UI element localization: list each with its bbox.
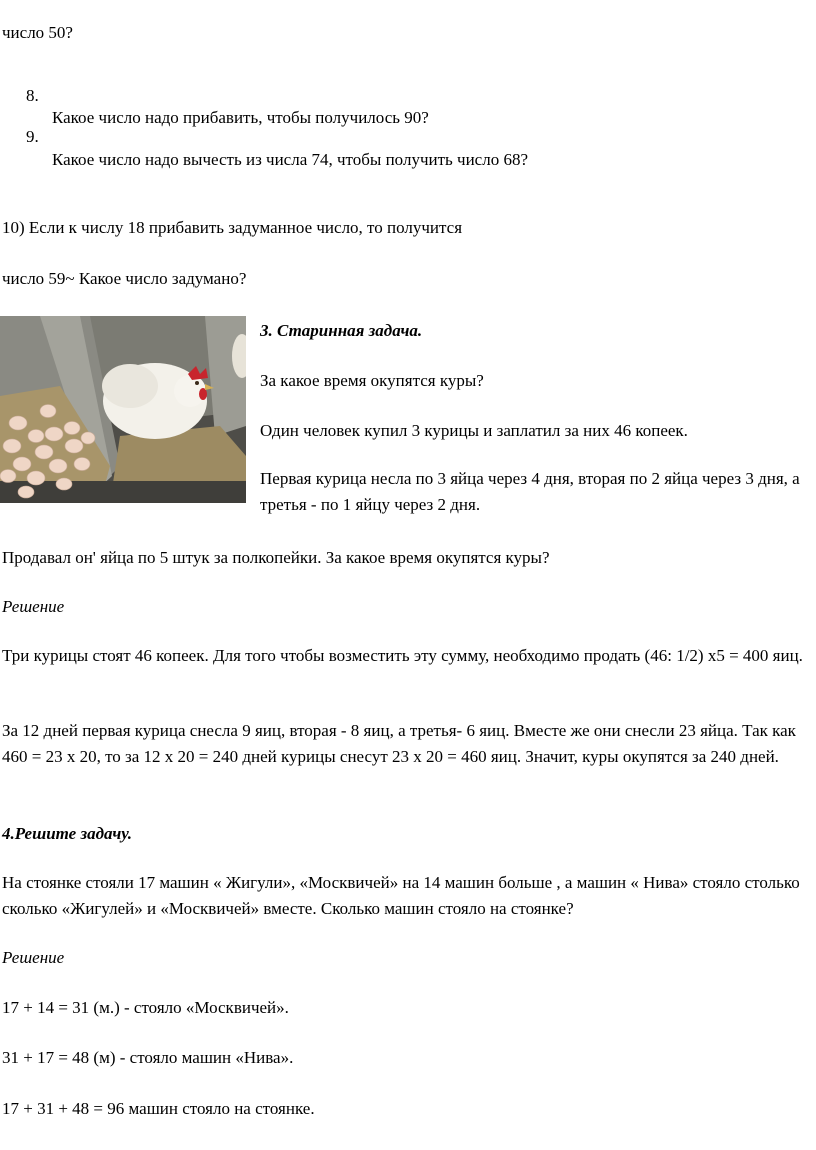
list-text: Какое число надо прибавить, чтобы получилось 90? (52, 108, 429, 127)
hen-with-eggs-photo (0, 316, 246, 503)
task4-solution-label: Решение (2, 948, 65, 967)
question-10-line2: число 59~ Какое число задумано? (2, 269, 247, 288)
question-10-line1: 10) Если к числу 18 прибавить задуманное число, то получится (2, 218, 463, 237)
task4-solution-2: 31 + 17 = 48 (м) - стояло машин «Нива». (2, 1048, 294, 1067)
list-number: 8. (26, 86, 39, 105)
task3-title: 3. Старинная задача. (260, 321, 423, 340)
task3-paragraph-2: Первая курица несла по 3 яйца через 4 дня, вторая по 2 яйца через 3 дня, а третья - по 1 яйцу через 2 дня. (260, 469, 800, 514)
task3-solution-label: Решение (2, 597, 65, 616)
task3-solution-1: Три курицы стоят 46 копеек. Для того чтобы возместить эту сумму, необходимо продать (46: 1/2) х5 = 400 яиц. (2, 646, 803, 665)
task4-title: 4.Решите задачу. (2, 824, 132, 843)
hen-photo-illustration (0, 316, 246, 503)
task4-text: На стоянке стояли 17 машин « Жигули», «Москвичей» на 14 машин больше , а машин « Нива» стояло столько сколько «Жигулей» и «Москвичей» вместе. Сколько машин стояло на стоянке? (2, 873, 800, 918)
top-line: число 50? (2, 23, 73, 42)
task4-solution-1: 17 + 14 = 31 (м.) - стояло «Москвичей». (2, 998, 289, 1017)
task4-solution-3: 17 + 31 + 48 = 96 машин стояло на стоянке. (2, 1099, 315, 1118)
list-text: Какое число надо вычесть из числа 74, чтобы получить число 68? (52, 150, 528, 169)
task3-paragraph-3: Продавал он' яйца по 5 штук за полкопейки. За какое время окупятся куры? (2, 548, 550, 567)
task3-solution-2: За 12 дней первая курица снесла 9 яиц, вторая - 8 яиц, а третья- 6 яиц. Вместе же они снесли 23 яйца. Так как 460 = 23 х 20, то за 12 х 20 = 240 дней курицы снесут 23 х 20 = 460 яиц. Значит, куры окупятся за 240 дней. (2, 721, 796, 766)
task3-question: За какое время окупятся куры? (260, 371, 484, 390)
task3-paragraph-1: Один человек купил 3 курицы и заплатил за них 46 копеек. (260, 421, 688, 440)
list-number: 9. (26, 127, 39, 146)
